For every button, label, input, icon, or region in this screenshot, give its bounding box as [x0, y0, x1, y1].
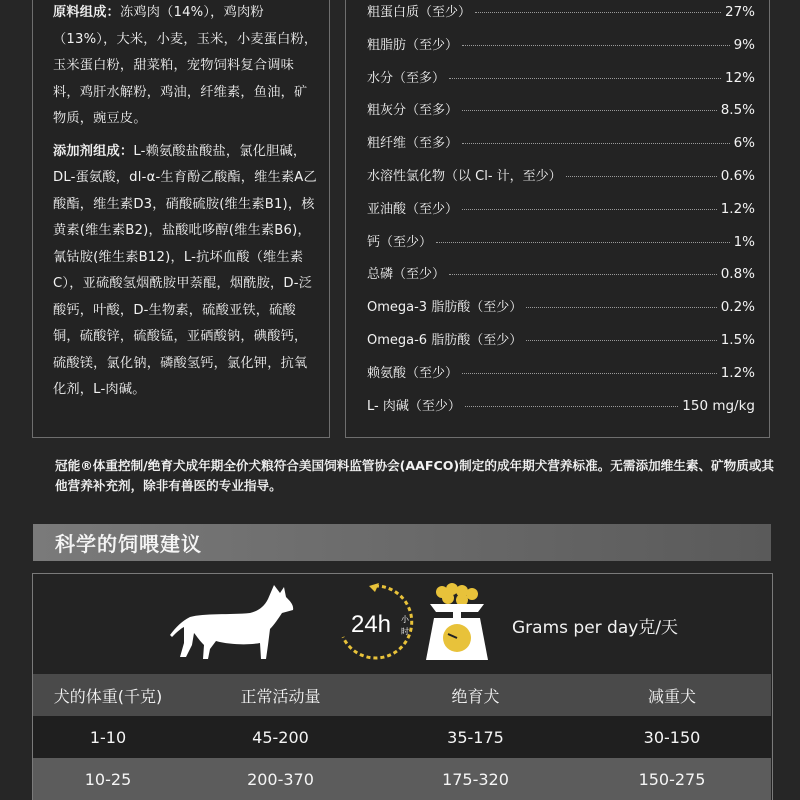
dog-icon: [170, 583, 296, 663]
nutrient-value: 9%: [733, 36, 755, 53]
clock-24h-icon: [335, 582, 415, 662]
nutrient-name: 赖氨酸（至少）: [367, 365, 459, 381]
dotted-leader: [462, 45, 730, 46]
nutrient-name: L- 肉碱（至少）: [367, 398, 461, 414]
cell-weight: 1-10: [33, 716, 183, 758]
nutrient-value: 0.8%: [720, 266, 755, 283]
raw-materials-text: 冻鸡肉（14%），鸡肉粉（13%），大米，小麦，玉米，小麦蛋白粉，玉米蛋白粉，甜菜粕，宠物饲料复合调味料，鸡肝水解粉，鸡油，纤维素，鱼油，矿物质，豌豆皮。: [53, 5, 318, 126]
header-normal-activity: 正常活动量: [183, 674, 378, 716]
section-title: 科学的饲喂建议: [33, 524, 771, 561]
nutrient-value: 1.5%: [720, 331, 755, 348]
nutrient-value: 12%: [724, 69, 755, 86]
dotted-leader: [475, 12, 721, 13]
nutrient-value: 1.2%: [720, 200, 755, 217]
feeding-table-header: [33, 674, 771, 716]
additives-text: L-赖氨酸盐酸盐，氯化胆碱，DL-蛋氨酸，dl-α-生育酚乙酸酯，维生素A乙酸酯，维生素D3，硝酸硫胺(维生素B1)，核黄素(维生素B2)，盐酸吡哆醇(维生素B6)，氰钴胺(维生素B12)，L-抗坏血酸（维生素C），亚硫酸氢烟酰胺甲萘醌，烟酰胺，D-泛酸钙，叶酸，D-生物素，硫酸亚铁，硫酸铜，硫酸锌，硫酸锰，亚硒酸钠，碘酸钙，硫酸镁，氯化钠，磷酸氢钙，氯化钾，抗氧化剂，L-肉碱。: [53, 143, 317, 397]
cell-normal: 45-200: [183, 716, 378, 758]
aafco-note: 冠能®体重控制/绝育犬成年期全价犬粮符合美国饲料监管协会(AAFCO)制定的成年期犬营养标准。无需添加维生素、矿物质或其他营养补充剂，除非有兽医的专业指导。: [55, 458, 775, 493]
cell-weight-loss: 30-150: [573, 716, 771, 758]
nutrient-row: [367, 0, 755, 26]
dotted-leader: [462, 209, 717, 210]
dotted-leader: [462, 143, 730, 144]
dotted-leader: [462, 110, 717, 111]
nutrient-value: 6%: [733, 135, 755, 152]
nutrient-value: 0.6%: [720, 167, 755, 184]
nutrient-row: [367, 255, 755, 288]
dotted-leader: [449, 78, 721, 79]
clock-label: 24h: [350, 611, 392, 638]
ingredients-text: [53, 0, 318, 404]
nutrient-name: 粗灰分（至多）: [367, 103, 459, 119]
grams-per-day-label: Grams per day克/天: [512, 618, 679, 638]
nutrient-name: 总磷（至少）: [367, 267, 446, 283]
nutrient-row: [367, 288, 755, 321]
cell-neutered: 35-175: [378, 716, 573, 758]
dotted-leader: [526, 340, 716, 341]
dotted-leader: [526, 307, 716, 308]
nutrient-name: 水分（至多）: [367, 70, 446, 86]
food-scale-icon: [424, 582, 490, 662]
nutrient-value: 150 mg/kg: [682, 397, 755, 414]
table-row: [33, 716, 771, 758]
nutrient-row: [367, 157, 755, 190]
clock-sub-1: 小: [401, 615, 409, 624]
nutrient-name: Omega-3 脂肪酸（至少）: [367, 300, 523, 316]
nutrient-name: 亚油酸（至少）: [367, 201, 459, 217]
dotted-leader: [566, 176, 717, 177]
nutrient-row: [367, 26, 755, 59]
clock-sub-2: 时: [401, 627, 409, 636]
dotted-leader: [449, 274, 717, 275]
nutrient-name: 水溶性氯化物（以 Cl- 计，至少）: [367, 168, 562, 184]
nutrient-list: [367, 0, 755, 419]
table-row: [33, 758, 771, 800]
nutrient-row: [367, 321, 755, 354]
nutrient-name: 钙（至少）: [367, 234, 433, 250]
cell-weight: 10-25: [33, 758, 183, 800]
dotted-leader: [436, 242, 730, 243]
nutrient-value: 0.2%: [720, 299, 755, 316]
header-weight: 犬的体重(千克): [33, 674, 183, 716]
nutrient-value: 27%: [724, 4, 755, 20]
nutrient-row: [367, 223, 755, 256]
nutrient-value: 1%: [733, 233, 755, 250]
nutrient-name: 粗纤维（至多）: [367, 136, 459, 152]
additives-label: 添加剂组成：: [53, 143, 134, 159]
nutrient-row: [367, 124, 755, 157]
dotted-leader: [462, 373, 717, 374]
nutrient-row: [367, 91, 755, 124]
cell-weight-loss: 150-275: [573, 758, 771, 800]
raw-materials-label: 原料组成：: [53, 5, 120, 20]
feeding-table: [33, 674, 771, 800]
nutrient-value: 1.2%: [720, 364, 755, 381]
nutrient-row: [367, 387, 755, 420]
nutrient-name: 粗蛋白质（至少）: [367, 5, 472, 20]
nutrient-value: 8.5%: [720, 102, 755, 119]
nutrient-name: 粗脂肪（至少）: [367, 37, 459, 53]
header-neutered: 绝育犬: [378, 674, 573, 716]
nutrient-row: [367, 59, 755, 92]
nutrient-name: Omega-6 脂肪酸（至少）: [367, 332, 523, 348]
nutrient-row: [367, 354, 755, 387]
nutrient-row: [367, 190, 755, 223]
dotted-leader: [465, 406, 678, 407]
cell-normal: 200-370: [183, 758, 378, 800]
cell-neutered: 175-320: [378, 758, 573, 800]
header-weight-loss: 减重犬: [573, 674, 771, 716]
